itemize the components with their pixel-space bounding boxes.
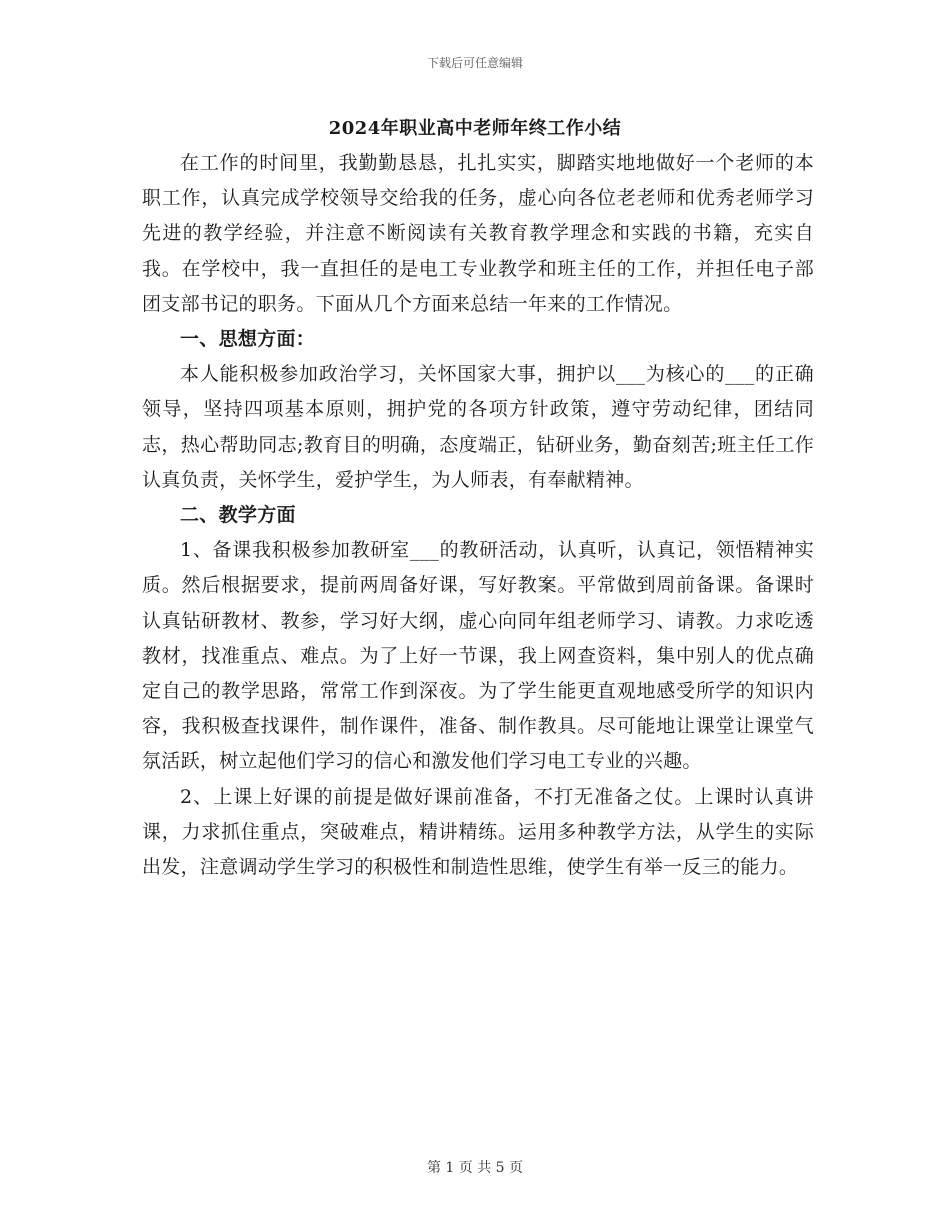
document-title: 2024年职业高中老师年终工作小结 xyxy=(328,118,622,139)
lesson-delivery-paragraph: 2、上课上好课的前提是做好课前准备，不打无准备之仗。上课时认真讲课，力求抓住重点，突破难点，精讲精练。运用多种教学方法，从学生的实际出发，注意调动学生学习的积极性和制造性思维，使学生有举一反三的能力。 xyxy=(142,785,814,879)
intro-paragraph: 在工作的时间里，我勤勤恳恳，扎扎实实，脚踏实地地做好一个老师的本职工作，认真完成学校领导交给我的任务，虚心向各位老老师和优秀老师学习先进的教学经验，并注意不断阅读有关教育教学理念和实践的书籍，充实自我。在学校中，我一直担任的是电工专业教学和班主任的工作，并担任电子部团支部书记的职务。下面从几个方面来总结一年来的工作情况。 xyxy=(142,152,814,315)
document-body xyxy=(142,146,814,885)
section-heading-teaching: 二、教学方面 xyxy=(180,504,296,527)
header-note: 下载后可任意编辑 xyxy=(426,56,523,70)
page-number: 第 1 页 共 5 页 xyxy=(426,1160,524,1176)
section-heading-thought: 一、思想方面： xyxy=(180,328,316,351)
thought-paragraph: 本人能积极参加政治学习，关怀国家大事，拥护以___为核心的___的正确领导，坚持四项基本原则，拥护党的各项方针政策，遵守劳动纪律，团结同志，热心帮助同志;教育目的明确，态度端正，钻研业务，勤奋刻苦;班主任工作认真负责，关怀学生，爱护学生，为人师表，有奉献精神。 xyxy=(142,363,814,491)
lesson-prep-paragraph: 1、备课我积极参加教研室___的教研活动，认真听，认真记，领悟精神实质。然后根据要求，提前两周备好课，写好教案。平常做到周前备课。备课时认真钻研教材、教参，学习好大纲，虚心向同年组老师学习、请教。力求吃透教材，找准重点、难点。为了上好一节课，我上网查资料，集中别人的优点确定自己的教学思路，常常工作到深夜。为了学生能更直观地感受所学的知识内容，我积极查找课件，制作课件，准备、制作教具。尽可能地让课堂让课堂气氛活跃，树立起他们学习的信心和激发他们学习电工专业的兴趣。 xyxy=(142,539,814,773)
